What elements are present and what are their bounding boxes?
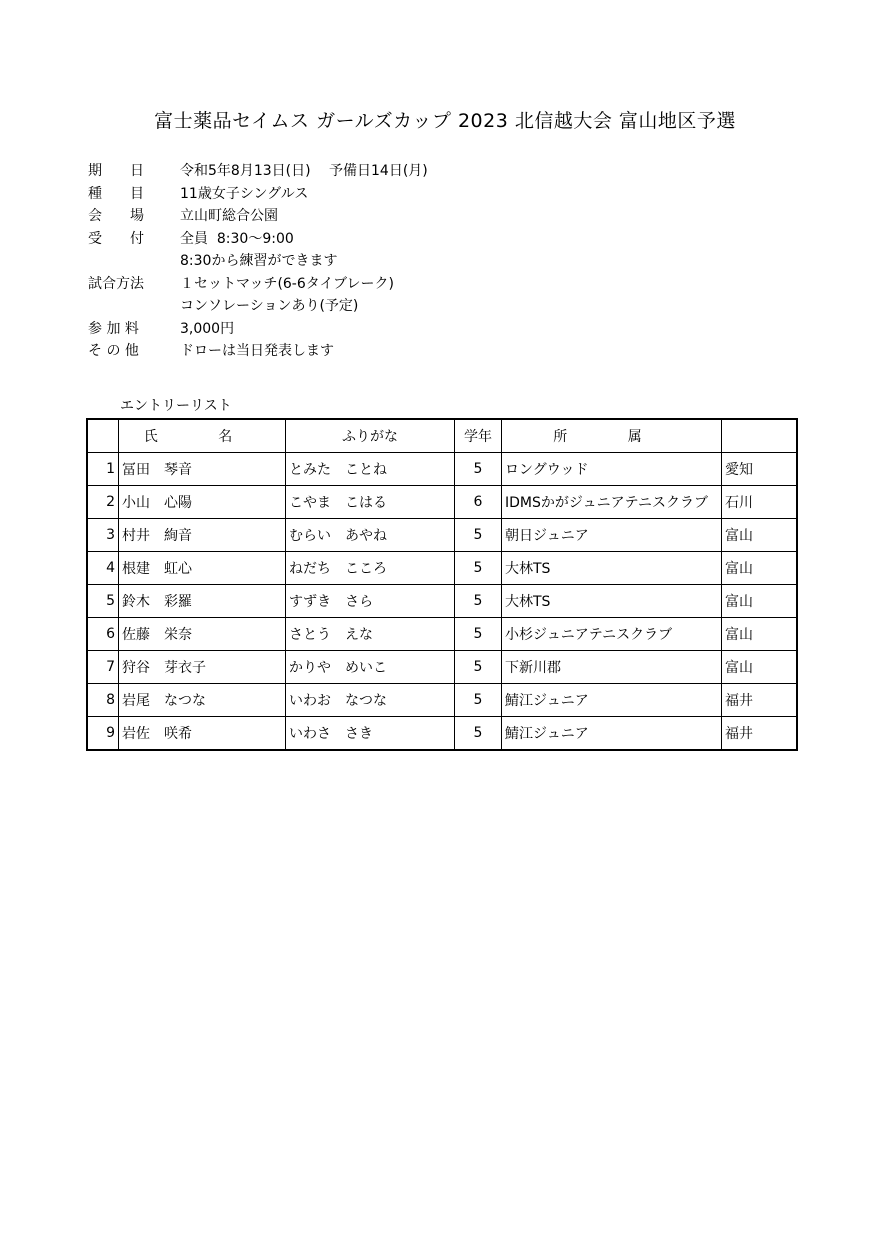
cell-pref: 富山 bbox=[722, 519, 798, 552]
cell-affiliation: 大林TS bbox=[502, 552, 722, 585]
cell-affiliation: IDMSかがジュニアテニスクラブ bbox=[502, 486, 722, 519]
cell-name: 冨田 琴音 bbox=[119, 453, 286, 486]
cell-kana: ねだち こころ bbox=[286, 552, 455, 585]
cell-name: 村井 絢音 bbox=[119, 519, 286, 552]
cell-name: 鈴木 彩羅 bbox=[119, 585, 286, 618]
cell-pref: 愛知 bbox=[722, 453, 798, 486]
table-row bbox=[87, 651, 797, 684]
cell-kana: とみた ことね bbox=[286, 453, 455, 486]
info-label bbox=[88, 295, 180, 318]
info-label: 期 日 bbox=[88, 163, 144, 179]
info-label: そ の 他 bbox=[88, 343, 139, 359]
header-pref bbox=[722, 419, 798, 453]
cell-pref: 福井 bbox=[722, 717, 798, 751]
table-row bbox=[87, 717, 797, 751]
cell-name: 小山 心陽 bbox=[119, 486, 286, 519]
cell-grade: 5 bbox=[455, 717, 502, 751]
info-label: 試合方法 bbox=[88, 275, 144, 292]
table-row bbox=[87, 486, 797, 519]
cell-affiliation: ロングウッド bbox=[502, 453, 722, 486]
cell-no: 1 bbox=[87, 453, 119, 486]
info-value: １セットマッチ(6-6タイブレーク) bbox=[180, 275, 394, 292]
info-row-fee bbox=[88, 318, 428, 341]
header-affiliation: 所 属 bbox=[502, 419, 722, 453]
cell-grade: 6 bbox=[455, 486, 502, 519]
cell-affiliation: 朝日ジュニア bbox=[502, 519, 722, 552]
cell-affiliation: 下新川郡 bbox=[502, 651, 722, 684]
info-value: コンソレーションあり(予定) bbox=[180, 298, 359, 314]
cell-pref: 富山 bbox=[722, 651, 798, 684]
table-header-row bbox=[87, 419, 797, 453]
info-row-practice bbox=[88, 250, 428, 273]
cell-name: 根建 虹心 bbox=[119, 552, 286, 585]
info-value: 全員 8:30～9:00 bbox=[180, 230, 294, 247]
cell-name: 岩佐 咲希 bbox=[119, 717, 286, 751]
table-row bbox=[87, 618, 797, 651]
cell-kana: すずき さら bbox=[286, 585, 455, 618]
info-label bbox=[88, 250, 180, 273]
cell-name: 佐藤 栄奈 bbox=[119, 618, 286, 651]
info-label: 参 加 料 bbox=[88, 320, 139, 337]
cell-name: 狩谷 芽衣子 bbox=[119, 651, 286, 684]
cell-affiliation: 鯖江ジュニア bbox=[502, 717, 722, 751]
table-row bbox=[87, 453, 797, 486]
info-value: 11歳女子シングルス bbox=[180, 185, 309, 202]
entry-list-heading: エントリーリスト bbox=[120, 398, 232, 414]
cell-kana: むらい あやね bbox=[286, 519, 455, 552]
cell-no: 8 bbox=[87, 684, 119, 717]
cell-affiliation: 大林TS bbox=[502, 585, 722, 618]
info-value: ドローは当日発表します bbox=[180, 343, 334, 359]
cell-kana: かりや めいこ bbox=[286, 651, 455, 684]
header-grade: 学年 bbox=[455, 419, 502, 453]
event-info bbox=[88, 160, 428, 363]
cell-no: 3 bbox=[87, 519, 119, 552]
header-kana: ふりがな bbox=[286, 419, 455, 453]
cell-grade: 5 bbox=[455, 618, 502, 651]
page-title: 富士薬品セイムス ガールズカップ 2023 北信越大会 富山地区予選 bbox=[154, 110, 736, 132]
info-value: 令和5年8月13日(日) 予備日14日(月) bbox=[180, 163, 428, 179]
cell-kana: さとう えな bbox=[286, 618, 455, 651]
info-row-date bbox=[88, 160, 428, 183]
cell-no: 9 bbox=[87, 717, 119, 751]
cell-kana: いわさ さき bbox=[286, 717, 455, 751]
cell-grade: 5 bbox=[455, 585, 502, 618]
entry-table bbox=[86, 418, 798, 751]
info-row-event bbox=[88, 183, 428, 206]
table-row bbox=[87, 684, 797, 717]
info-row-format bbox=[88, 273, 428, 296]
cell-grade: 5 bbox=[455, 651, 502, 684]
info-label: 種 目 bbox=[88, 185, 144, 202]
cell-no: 4 bbox=[87, 552, 119, 585]
cell-grade: 5 bbox=[455, 684, 502, 717]
cell-no: 5 bbox=[87, 585, 119, 618]
table-row bbox=[87, 585, 797, 618]
cell-kana: こやま こはる bbox=[286, 486, 455, 519]
info-value: 8:30から練習ができます bbox=[180, 253, 338, 269]
cell-no: 2 bbox=[87, 486, 119, 519]
info-row-reception bbox=[88, 228, 428, 251]
cell-pref: 富山 bbox=[722, 552, 798, 585]
info-row-other bbox=[88, 340, 428, 363]
table-row bbox=[87, 552, 797, 585]
info-row-consolation bbox=[88, 295, 428, 318]
cell-affiliation: 小杉ジュニアテニスクラブ bbox=[502, 618, 722, 651]
cell-no: 7 bbox=[87, 651, 119, 684]
cell-kana: いわお なつな bbox=[286, 684, 455, 717]
cell-pref: 石川 bbox=[722, 486, 798, 519]
cell-grade: 5 bbox=[455, 552, 502, 585]
info-row-venue bbox=[88, 205, 428, 228]
cell-grade: 5 bbox=[455, 519, 502, 552]
cell-no: 6 bbox=[87, 618, 119, 651]
header-name: 氏 名 bbox=[119, 419, 286, 453]
table-row bbox=[87, 519, 797, 552]
cell-grade: 5 bbox=[455, 453, 502, 486]
cell-pref: 富山 bbox=[722, 618, 798, 651]
cell-name: 岩尾 なつな bbox=[119, 684, 286, 717]
header-no bbox=[87, 419, 119, 453]
info-label: 会 場 bbox=[88, 208, 144, 224]
cell-affiliation: 鯖江ジュニア bbox=[502, 684, 722, 717]
cell-pref: 福井 bbox=[722, 684, 798, 717]
info-label: 受 付 bbox=[88, 230, 144, 247]
cell-pref: 富山 bbox=[722, 585, 798, 618]
info-value: 3,000円 bbox=[180, 320, 235, 337]
info-value: 立山町総合公園 bbox=[180, 208, 278, 224]
